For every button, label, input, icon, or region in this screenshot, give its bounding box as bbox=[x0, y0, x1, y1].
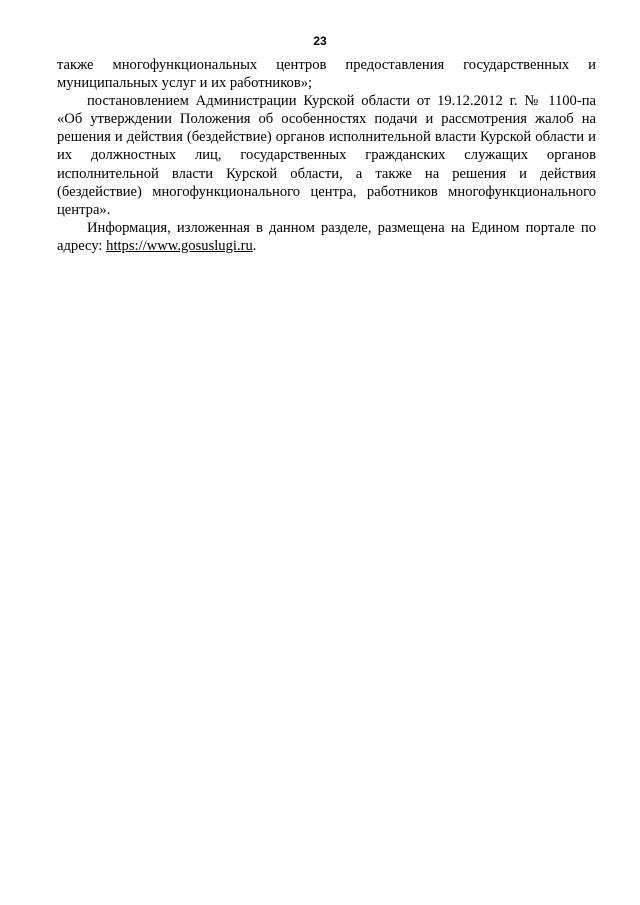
portal-info-period: . bbox=[252, 237, 257, 254]
portal-info-text: Информация, изложенная в данном разделе, размещена на Едином портале по адресу: bbox=[57, 219, 596, 254]
document-body bbox=[57, 56, 596, 255]
page-number: 23 bbox=[313, 34, 327, 48]
paragraph-portal-info bbox=[57, 219, 596, 255]
gosuslugi-link[interactable]: https://www.gosuslugi.ru bbox=[106, 237, 253, 254]
paragraph-mfc-employees: также многофункциональных центров предоставления государственных и муниципальных услуг и их работников»; bbox=[57, 57, 596, 92]
paragraph-kursk-resolution: постановлением Администрации Курской области от 19.12.2012 г. № 1100-па «Об утверждении Положения об особенностях подачи и рассмотрения жалоб на решения и действия (бездействие) органов исполнительной власти Курской области и их должностных лиц, государственных гражданских служащих органов исполнительной власти Курской области, а также на решения и действия (бездействие) многофункционального центра, работников многофункционального центра». bbox=[57, 93, 596, 218]
